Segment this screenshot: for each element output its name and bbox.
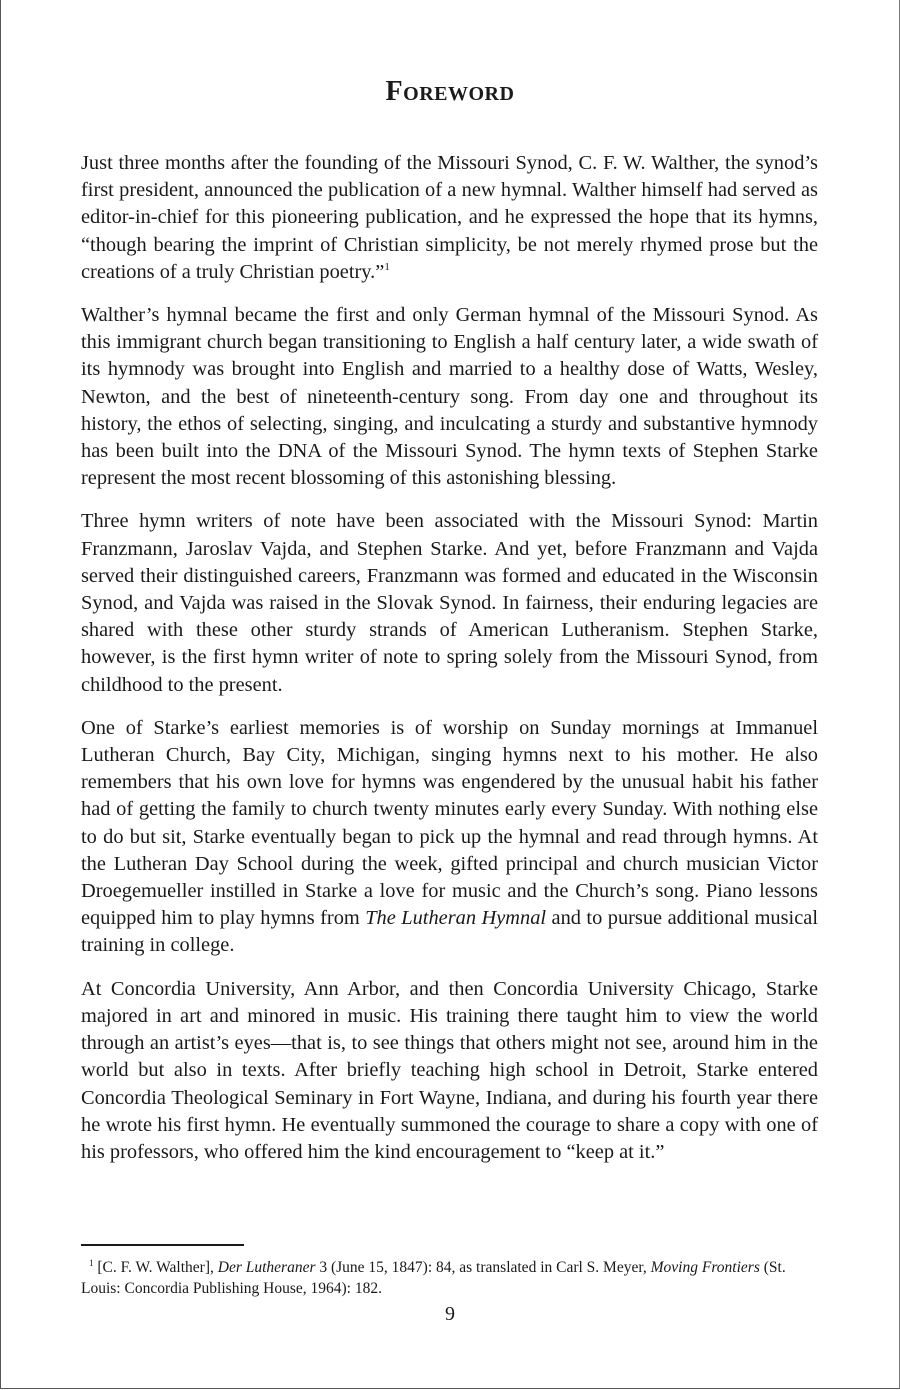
- paragraph-4: [81, 715, 818, 960]
- paragraph-3: Three hymn writers of note have been associated with the Missouri Synod: Martin Franzmann, Jaroslav Vajda, and Stephen Starke. And yet, before Franzmann and Vajda served their distinguished careers, Franzmann was formed and educated in the Wisconsin Synod, and Vajda was raised in the Slovak Synod. In fairness, their enduring legacies are shared with these other sturdy strands of American Lutheranism. Stephen Starke, however, is the first hymn writer of note to spring solely from the Missouri Synod, from childhood to the present.: [81, 510, 818, 696]
- footnote-reference[interactable]: 1: [384, 260, 390, 273]
- footnote-text-3: (St. Louis: Concordia Publishing House, 1964): 182.: [81, 1259, 786, 1297]
- page-number: 9: [445, 1303, 455, 1325]
- paragraph-1: [81, 150, 818, 286]
- hymnal-title: The Lutheran Hymnal: [365, 907, 547, 930]
- body-text: [81, 150, 818, 1182]
- paragraph-4-text-after: and to pursue additional musical training in college.: [81, 907, 818, 957]
- paragraph-2: Walther’s hymnal became the first and only German hymnal of the Missouri Synod. As this immigrant church began transitioning to English a half century later, a wide swath of its hymnody was brought into English and married to a healthy dose of Watts, Wesley, Newton, and the best of nineteenth-century song. From day one and throughout its history, the ethos of selecting, singing, and inculcating a sturdy and substantive hymnody has been built into the DNA of the Missouri Synod. The hymn texts of Stephen Starke represent the most recent blossoming of this astonishing blessing.: [81, 304, 818, 490]
- paragraph-4-text-before: One of Starke’s earliest memories is of worship on Sunday mornings at Immanuel Lutheran Church, Bay City, Michigan, singing hymns next to his mother. He also remembers that his own love for hymns was engendered by the unusual habit his father had of getting the family to church twenty minutes early every Sunday. With nothing else to do but sit, Starke eventually began to pick up the hymnal and read through hymns. At the Lutheran Day School during the week, gifted principal and church musician Victor Droegemueller instilled in Starke a love for music and the Church’s song. Piano lessons equipped him to play hymns from: [81, 716, 818, 930]
- footnote: [81, 1257, 818, 1299]
- paragraph-5: At Concordia University, Ann Arbor, and then Concordia University Chicago, Starke majored in art and minored in music. His training there taught him to view the world through an artist’s eyes—that is, to see things that others might not see, around him in the world but also in texts. After briefly teaching high school in Detroit, Starke entered Concordia Theological Seminary in Fort Wayne, Indiana, and during his fourth year there he wrote his first hymn. He eventually summoned the courage to share a copy with one of his professors, who offered him the kind encouragement to “keep at it.”: [81, 977, 818, 1163]
- footnote-italic-2: Moving Frontiers: [650, 1259, 760, 1276]
- footnote-divider: [81, 1244, 244, 1246]
- page-title: Foreword: [385, 76, 515, 107]
- footnote-marker: 1: [89, 1258, 94, 1268]
- footnote-italic-1: Der Lutheraner: [217, 1259, 316, 1276]
- footnote-text-1: [C. F. W. Walther],: [93, 1259, 218, 1276]
- footnote-text-2: 3 (June 15, 1847): 84, as translated in Carl S. Meyer,: [315, 1259, 651, 1276]
- paragraph-1-text: Just three months after the founding of the Missouri Synod, C. F. W. Walther, the synod’s first president, announced the publication of a new hymnal. Walther himself had served as editor-in-chief for this pioneering publication, and he expressed the hope that its hymns, “though bearing the imprint of Christian simplicity, be not merely rhymed prose but the creations of a truly Christian poetry.”: [81, 152, 818, 283]
